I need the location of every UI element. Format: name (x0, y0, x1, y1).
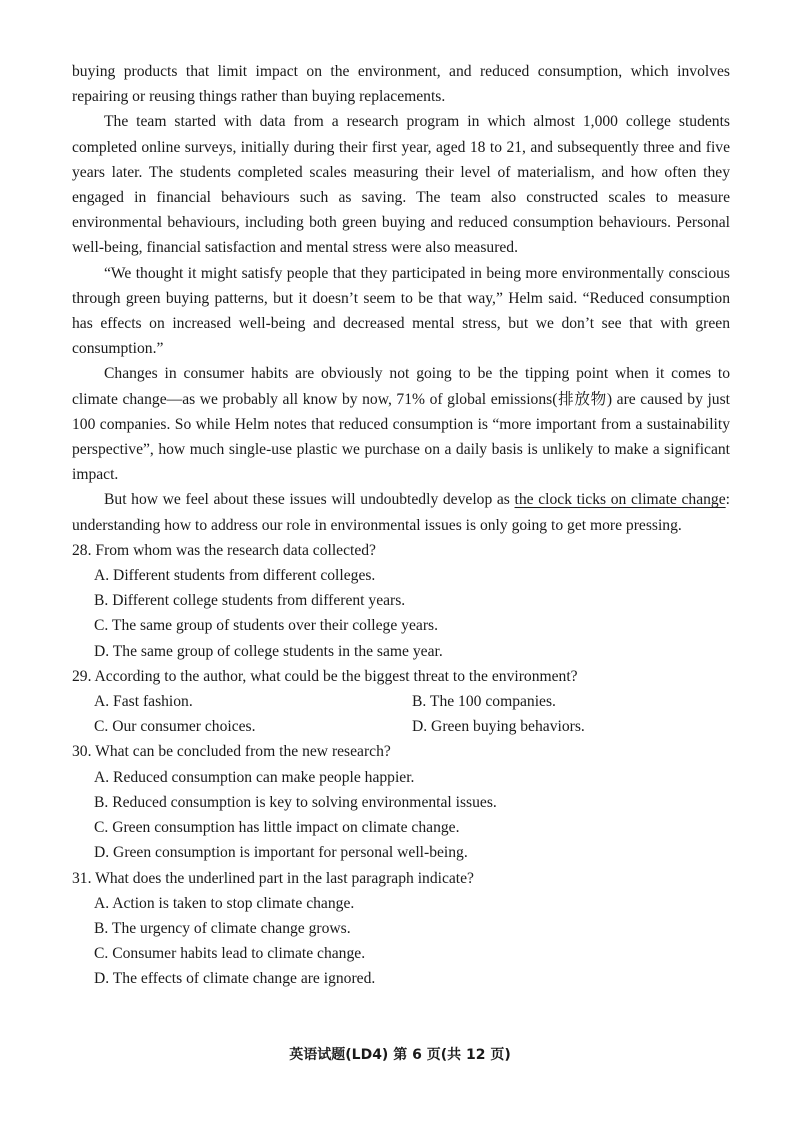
passage-paragraph: The team started with data from a research program in which almost 1,000 college students completed online surveys, initially during their first year, aged 18 to 21, and subsequently three and five years later. The students completed scales measuring their level of materialism, and how often they engaged in financial behaviours such as saving. The team also constructed scales to measure environmental behaviours, including both green buying and reduced consumption behaviours. Personal well-being, financial satisfaction and mental stress were also measured. (72, 113, 730, 257)
option-a: A. Reduced consumption can make people happier. (94, 768, 415, 786)
question-stem: 29. According to the author, what could be the biggest threat to the environment? (72, 667, 578, 685)
option-a: A. Fast fashion. (94, 693, 193, 711)
option-d: D. Green buying behaviors. (412, 718, 585, 736)
page-content (72, 59, 730, 992)
question-stem: 30. What can be concluded from the new research? (72, 743, 391, 761)
option-b: B. The 100 companies. (412, 693, 556, 711)
option-b: B. Reduced consumption is key to solving environmental issues. (94, 793, 497, 811)
option-c: C. Our consumer choices. (94, 718, 256, 736)
option-c: C. The same group of students over their college years. (94, 617, 438, 635)
question-28 (72, 538, 730, 664)
option-a: A. Action is taken to stop climate change. (94, 894, 355, 912)
paragraph-text: But how we feel about these issues will undoubtedly develop as (104, 491, 515, 509)
question-30 (72, 739, 730, 865)
option-d: D. Green consumption is important for personal well-being. (94, 844, 468, 862)
question-29 (72, 664, 730, 740)
paragraph-text: : understanding how to address our role in environmental issues is only going to get more pressing. (72, 491, 730, 534)
option-d: D. The same group of college students in the same year. (94, 642, 443, 660)
option-c: C. Green consumption has little impact on climate change. (94, 819, 460, 837)
passage-paragraph: Changes in consumer habits are obviously not going to be the tipping point when it comes to climate change—as we probably all know by now, 71% of global emissions(排放物) are caused by just 100 companies. So while Helm notes that reduced consumption is “more important from a sustainability perspective”, how much single-use plastic we purchase on a daily basis is unlikely to make a significant impact. (72, 365, 730, 484)
passage-paragraph: “We thought it might satisfy people that they participated in being more environmentally conscious through green buying patterns, but it doesn’t seem to be that way,” Helm said. “Reduced consumption has effects on increased well-being and decreased mental stress, but we don’t see that with green consumption.” (72, 264, 730, 358)
option-b: B. Different college students from different years. (94, 592, 406, 610)
passage-paragraph: buying products that limit impact on the environment, and reduced consumption, which involves repairing or reusing things rather than buying replacements. (72, 63, 730, 106)
question-31 (72, 866, 730, 992)
option-a: A. Different students from different colleges. (94, 567, 376, 585)
question-stem: 31. What does the underlined part in the last paragraph indicate? (72, 869, 474, 887)
option-b: B. The urgency of climate change grows. (94, 919, 351, 937)
option-d: D. The effects of climate change are ignored. (94, 970, 376, 988)
page-footer: 英语试题(LD4) 第 6 页(共 12 页) (289, 1047, 511, 1063)
option-c: C. Consumer habits lead to climate change. (94, 945, 366, 963)
question-stem: 28. From whom was the research data collected? (72, 541, 376, 559)
passage-paragraph (72, 487, 730, 537)
underlined-phrase: the clock ticks on climate change (514, 491, 726, 509)
